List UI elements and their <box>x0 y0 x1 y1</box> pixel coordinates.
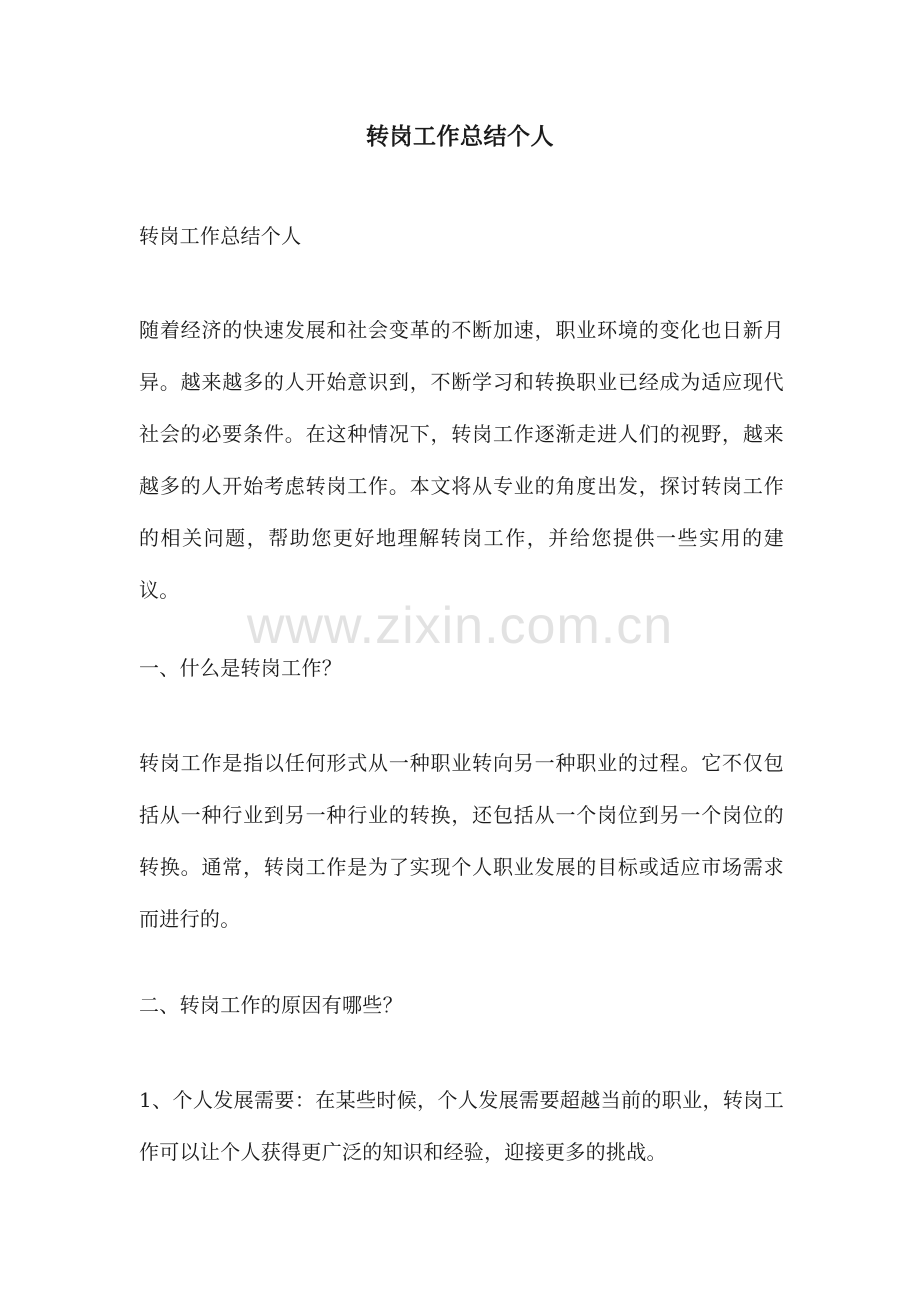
list-item: 1、个人发展需要：在某些时候，个人发展需要超越当前的职业，转岗工作可以让个人获得更广泛的知识和经验，迎接更多的挑战。 <box>139 1088 784 1164</box>
intro-paragraph: 随着经济的快速发展和社会变革的不断加速，职业环境的变化也日新月异。越来越多的人开始意识到，不断学习和转换职业已经成为适应现代社会的必要条件。在这种情况下，转岗工作逐渐走进人们的视野，越来越多的人开始考虑转岗工作。本文将从专业的角度出发，探讨转岗工作的相关问题，帮助您更好地理解转岗工作，并给您提供一些实用的建议。 <box>139 318 784 602</box>
watermark: www.zixin.com.cn <box>246 597 674 655</box>
document-title: 转岗工作总结个人 <box>366 123 554 150</box>
section-heading-2: 二、转岗工作的原因有哪些？ <box>139 993 403 1017</box>
document-subtitle: 转岗工作总结个人 <box>139 224 302 248</box>
section-paragraph-1: 转岗工作是指以任何形式从一种职业转向另一种职业的过程。它不仅包括从一种行业到另一种行业的转换，还包括从一个岗位到另一个岗位的转换。通常，转岗工作是为了实现个人职业发展的目标或适应市场需求而进行的。 <box>139 751 784 931</box>
section-heading-1: 一、什么是转岗工作？ <box>139 656 342 680</box>
